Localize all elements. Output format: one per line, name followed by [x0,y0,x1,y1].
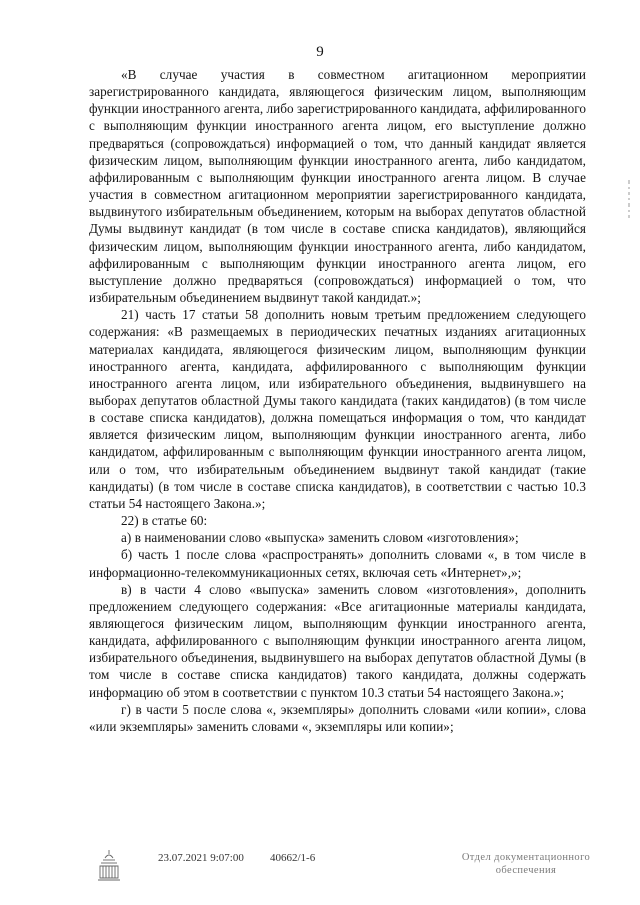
paragraph-5: б) часть 1 после слова «распространять» дополнить словами «, в том числе в информационно-телекоммуникационных сетях, включая сеть «Интернет»,»; [89,547,586,580]
page-number: 9 [316,44,324,60]
paragraph-6: в) в части 4 слово «выпуска» заменить словом «изготовления», дополнить предложением следующего содержания: «Все агитационные материалы кандидата, являющегося физическим лицом, выполняющим функции иностранного агента, кандидата, аффилированного с выполняющим функции иностранного агента лицом, избирательного объединения, выдвинувшего на выборах депутатов областной Думы (в том числе в составе списка кандидатов) такого кандидата, должны содержать информацию об этом в соответствии с пунктом 10.3 статьи 54 настоящего Закона.»; [89,581,586,700]
building-logo-icon [96,848,122,882]
paragraph-2: 21) часть 17 статьи 58 дополнить новым третьим предложением следующего содержания: «В размещаемых в периодических печатных изданиях агитационных материалах кандидата, являющегося физическим лицом, выполняющим функции иностранного агента, кандидата, аффилированного с выполняющим функции иностранного агента лицом, или избирательного объединения, выдвинувшего на выборах депутатов областной Думы такого кандидата (таких кандидатов) (в том числе в составе списка кандидатов), должна помещаться информация о том, что кандидат является физическим лицом, выполняющим функции иностранного агента, либо кандидатом, аффилированным с выполняющим функции иностранного агента лицом, или о том, что избирательным объединением выдвинут такой кандидат (такие кандидаты) (в том числе в составе списка кандидатов), в соответствии с частью 10.3 статьи 54 настоящего Закона.»; [89,307,586,511]
paragraph-4: а) в наименовании слово «выпуска» заменить словом «изготовления»; [121,530,519,546]
margin-scan-mark [626,180,632,220]
document-body [89,66,586,735]
registration-stamp [446,851,606,877]
footer-datetime: 23.07.2021 9:07:00 [158,852,244,864]
footer-doc-number: 40662/1-6 [270,852,316,864]
stamp-line-1: Отдел документационного [461,852,591,863]
stamp-line-2: обеспечения [495,865,557,876]
paragraph-7: г) в части 5 после слова «, экземпляры» дополнить словами «или копии», слова «или экземпляры» заменить словами «, экземпляры или копии»; [89,701,586,734]
paragraph-1: «В случае участия в совместном агитационном мероприятии зарегистрированного кандидата, являющегося физическим лицом, выполняющим функции иностранного агента, либо зарегистрированного кандидата, аффилированного с выполняющим функции иностранного агента лицом, его выступление должно предваряться (сопровождаться) информацией о том, что данный кандидат является физическим лицом, выполняющим функции иностранного агента, либо кандидатом, аффилированным с выполняющим функции иностранного агента лицом. В случае участия в совместном агитационном мероприятии зарегистрированного кандидата, выдвинутого избирательным объединением, которым на выборах депутатов областной Думы выдвинут кандидат (в том числе в составе списка кандидатов), являющийся физическим лицом, выполняющим функции иностранного агента, либо кандидатом, аффилированным с выполняющим функции иностранного агента лицом, его выступление должно предваряться (сопровождаться) информацией о том, что избирательным объединением выдвинут такой кандидат.»; [89,67,586,306]
paragraph-3: 22) в статье 60: [121,513,208,529]
